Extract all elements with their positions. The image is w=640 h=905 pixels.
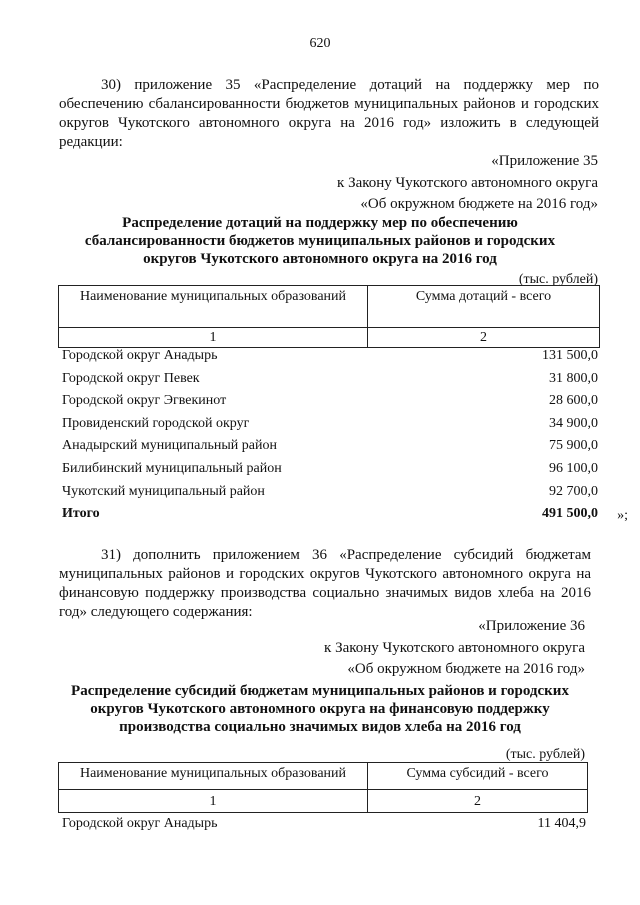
table-36-header (58, 762, 588, 813)
table-35-body (62, 346, 628, 527)
table-row (62, 482, 598, 505)
column-header-sum: Сумма субсидий - всего (368, 763, 588, 790)
row-name: Билибинский муниципальный район (62, 460, 282, 476)
units-label: (тыс. рублей) (518, 272, 598, 287)
row-name: Городской округ Певек (62, 370, 200, 386)
table-row (62, 391, 598, 414)
closing-quote: »; (617, 508, 628, 524)
table-36-body (62, 814, 586, 837)
annex-budget: «Об окружном бюджете на 2016 год» (347, 661, 585, 677)
table-35-heading (0, 214, 640, 268)
column-number: 1 (59, 328, 368, 348)
paragraph-line: 30) приложение 35 «Распределение дотаций на поддержку мер по (101, 77, 599, 93)
annex-law: к Закону Чукотского автономного округа (337, 175, 598, 191)
paragraph-line: финансовую поддержку производства социально значимых видов хлеба на 2016 (59, 585, 591, 601)
column-header-name: Наименование муниципальных образований (59, 286, 368, 328)
item-30-paragraph (59, 76, 599, 152)
heading-line: производства социально значимых видов хлеба на 2016 год (119, 719, 521, 735)
total-label: Итого (62, 506, 100, 522)
page-number: 620 (309, 36, 331, 51)
paragraph-line: округов Чукотского автономного округа на 2016 год» изложить в следующей (59, 115, 599, 131)
heading-line: сбалансированности бюджетов муниципальных районов и городских (84, 233, 556, 249)
row-name: Чукотский муниципальный район (62, 483, 265, 499)
heading-line: округов Чукотского автономного округа на финансовую поддержку (90, 701, 550, 717)
table-row (62, 459, 598, 482)
row-value: 28 600,0 (549, 393, 598, 409)
column-header-sum: Сумма дотаций - всего (368, 286, 600, 328)
paragraph-line: обеспечению сбалансированности бюджетов муниципальных районов и городских (59, 96, 599, 112)
row-value: 131 500,0 (542, 348, 598, 363)
item-31-paragraph (59, 546, 591, 622)
table-row (62, 436, 598, 459)
column-number: 2 (368, 790, 588, 813)
column-number: 2 (368, 328, 600, 348)
row-value: 75 900,0 (549, 438, 598, 454)
table-36-heading (0, 682, 640, 736)
table-row (62, 414, 598, 437)
annex-budget: «Об окружном бюджете на 2016 год» (360, 196, 598, 212)
paragraph-line: редакции: (59, 134, 123, 150)
row-value: 11 404,9 (537, 816, 586, 831)
units-label: (тыс. рублей) (505, 747, 585, 762)
row-name: Провиденский городской округ (62, 415, 250, 431)
annex-35-caption (337, 152, 598, 214)
column-header-name: Наименование муниципальных образований (59, 763, 368, 790)
row-name: Анадырский муниципальный район (62, 438, 277, 454)
heading-line: Распределение субсидий бюджетам муниципальных районов и городских (71, 683, 569, 699)
annex-law: к Закону Чукотского автономного округа (324, 640, 585, 656)
annex-title: «Приложение 36 (478, 618, 585, 634)
table-row (62, 369, 598, 392)
paragraph-line: год» следующего содержания: (59, 604, 253, 620)
row-name: Городской округ Эгвекинот (62, 393, 227, 409)
table-35-header (58, 285, 600, 348)
row-value: 96 100,0 (549, 460, 598, 476)
heading-line: Распределение дотаций на поддержку мер по обеспечению (122, 215, 518, 231)
table-row (62, 346, 598, 369)
row-value: 34 900,0 (549, 415, 598, 431)
heading-line: округов Чукотского автономного округа на 2016 год (143, 251, 497, 267)
row-value: 92 700,0 (549, 483, 598, 499)
paragraph-line: муниципальных районов и городских округов Чукотского автономного округа на (59, 566, 591, 582)
total-value: 491 500,0 (542, 506, 598, 522)
row-name: Городской округ Анадырь (62, 816, 218, 831)
paragraph-line: 31) дополнить приложением 36 «Распределение субсидий бюджетам (101, 547, 591, 563)
annex-36-caption (324, 617, 585, 679)
annex-title: «Приложение 35 (491, 153, 598, 169)
row-value: 31 800,0 (549, 370, 598, 386)
total-row (62, 504, 628, 527)
row-name: Городской округ Анадырь (62, 348, 218, 363)
table-row (62, 814, 586, 837)
column-number: 1 (59, 790, 368, 813)
